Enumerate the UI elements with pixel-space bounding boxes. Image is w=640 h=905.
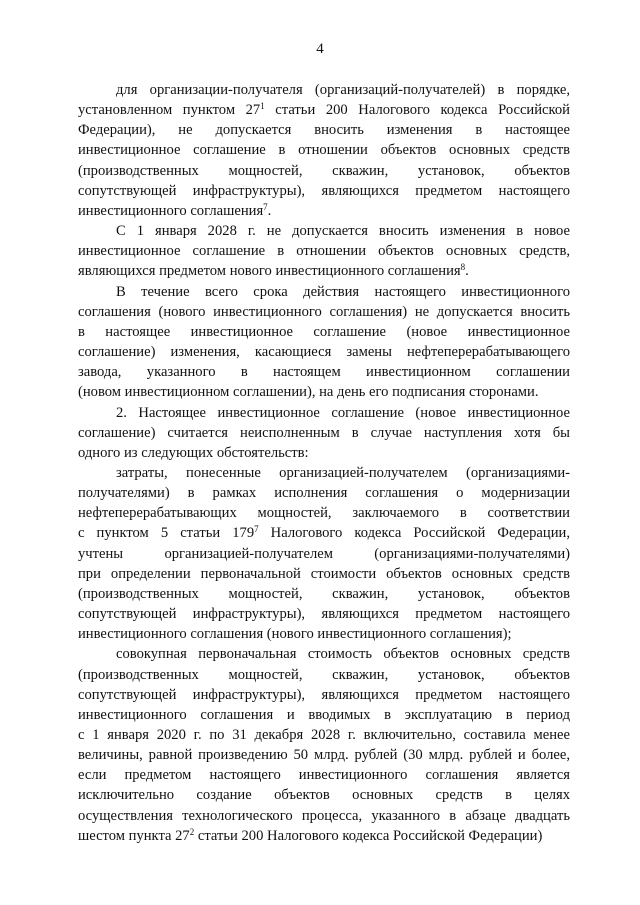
text-segment: соглашение) считается неисполненным в случае наступления хотя бы [78, 424, 570, 441]
paragraph [78, 644, 570, 846]
text-line [78, 241, 570, 261]
text-segment: 2. Настоящее инвестиционное соглашение (новое инвестиционное [116, 404, 570, 421]
paragraph [78, 221, 570, 281]
text-segment: . [465, 263, 469, 280]
text-line [78, 806, 570, 826]
text-segment: одного из следующих обстоятельств: [78, 444, 309, 461]
text-segment: нефтеперерабатывающих мощностей, заключаемого в соответствии [78, 505, 570, 522]
text-line [78, 745, 570, 765]
text-line [78, 483, 570, 503]
text-segment: соглашение) изменения, касающиеся замены нефтеперерабатывающего [78, 344, 570, 361]
text-segment: завода, указанного в настоящем инвестиционном соглашении [78, 364, 570, 381]
text-segment: учтены организацией-получателем (организациями-получателями) [78, 545, 570, 562]
text-segment: сопутствующей инфраструктуры), являющихся предметом настоящего [78, 606, 570, 623]
text-line [78, 221, 570, 241]
text-segment: исключительно создание объектов основных средств в целях [78, 787, 570, 804]
text-segment: инвестиционное соглашение в отношении объектов основных средств [78, 142, 570, 159]
text-line [78, 302, 570, 322]
text-line [78, 644, 570, 664]
text-line [78, 100, 570, 120]
text-line [78, 765, 570, 785]
footnote-superscript: 7 [254, 524, 259, 535]
text-segment: в настоящее инвестиционное соглашение (новое инвестиционное [78, 323, 570, 340]
text-line [78, 382, 570, 402]
text-segment: соглашения (нового инвестиционного соглашения) не допускается вносить [78, 303, 570, 320]
text-line [78, 624, 570, 644]
text-line [78, 665, 570, 685]
text-segment: являющихся предметом нового инвестиционного соглашения [78, 263, 461, 280]
text-line [78, 181, 570, 201]
text-segment: (производственных мощностей, скважин, установок, объектов [78, 585, 570, 602]
document-body [78, 80, 570, 846]
text-segment: инвестиционного соглашения [78, 202, 264, 219]
text-line [78, 403, 570, 423]
text-line [78, 725, 570, 745]
text-segment: сопутствующей инфраструктуры), являющихся предметом настоящего [78, 686, 570, 703]
text-line [78, 564, 570, 584]
text-line [78, 785, 570, 805]
footnote-superscript: 1 [260, 101, 265, 112]
text-line [78, 362, 570, 382]
text-line [78, 705, 570, 725]
text-line [78, 120, 570, 140]
text-line [78, 342, 570, 362]
text-line [78, 685, 570, 705]
text-line [78, 503, 570, 523]
text-segment: осуществления технологического процесса, указанного в абзаце двадцать [78, 807, 570, 824]
text-segment: шестом пункта 27 [78, 827, 190, 844]
text-segment: Налогового кодекса Российской Федерации, [258, 525, 570, 542]
text-segment: статьи 200 Налогового кодекса Российской [264, 102, 570, 119]
text-segment: (производственных мощностей, скважин, установок, объектов [78, 666, 570, 683]
text-segment: инвестиционное соглашение в отношении объектов основных средств, [78, 243, 570, 260]
text-segment: (новом инвестиционном соглашении), на день его подписания сторонами. [78, 384, 539, 401]
text-segment: если предметом настоящего инвестиционного соглашения является [78, 767, 570, 784]
page-number: 4 [316, 41, 324, 57]
text-line [78, 80, 570, 100]
text-segment: В течение всего срока действия настоящего инвестиционного [116, 283, 570, 300]
text-line [78, 140, 570, 160]
text-segment: с 1 января 2020 г. по 31 декабря 2028 г. включительно, составила менее [78, 727, 570, 743]
footnote-superscript: 7 [263, 201, 268, 212]
paragraph [78, 403, 570, 463]
text-line [78, 463, 570, 483]
text-line [78, 826, 570, 846]
text-line [78, 282, 570, 302]
text-line [78, 161, 570, 181]
text-segment: с пунктом 5 статьи 179 [78, 525, 255, 542]
text-segment: . [267, 202, 272, 219]
footnote-superscript: 8 [460, 262, 466, 273]
text-segment: С 1 января 2028 г. не допускается вносить изменения в новое [116, 223, 570, 240]
paragraph [78, 282, 570, 403]
text-line [78, 584, 570, 604]
text-segment: статьи 200 Налогового кодекса Российской Федерации) [194, 827, 543, 844]
text-segment: при определении первоначальной стоимости объектов основных средств [78, 565, 570, 582]
text-line [78, 261, 570, 281]
text-line [78, 604, 570, 624]
text-segment: сопутствующей инфраструктуры), являющихся предметом настоящего [78, 182, 570, 199]
text-segment: инвестиционного соглашения и вводимых в эксплуатацию в период [78, 706, 570, 723]
text-segment: величины, равной произведению 50 млрд. рублей (30 млрд. рублей и более, [78, 747, 570, 764]
text-segment: Федерации), не допускается вносить изменения в настоящее [78, 122, 570, 139]
text-line [78, 322, 570, 342]
text-segment: установленном пунктом 27 [78, 102, 261, 119]
paragraph [78, 80, 570, 221]
footnote-superscript: 2 [189, 826, 195, 837]
text-line [78, 443, 570, 463]
text-segment: затраты, понесенные организацией-получателем (организациями- [116, 464, 570, 481]
text-segment: получателями) в рамках исполнения соглашения о модернизации [78, 485, 570, 502]
text-line [78, 544, 570, 564]
paragraph [78, 463, 570, 644]
text-line [78, 423, 570, 443]
text-line [78, 523, 570, 543]
text-segment: (производственных мощностей, скважин, установок, объектов [78, 162, 570, 179]
text-segment: совокупная первоначальная стоимость объектов основных средств [116, 646, 570, 663]
text-line [78, 201, 570, 221]
text-segment: инвестиционного соглашения (нового инвестиционного соглашения); [78, 626, 512, 643]
text-segment: для организации-получателя (организаций-получателей) в порядке, [116, 82, 570, 98]
